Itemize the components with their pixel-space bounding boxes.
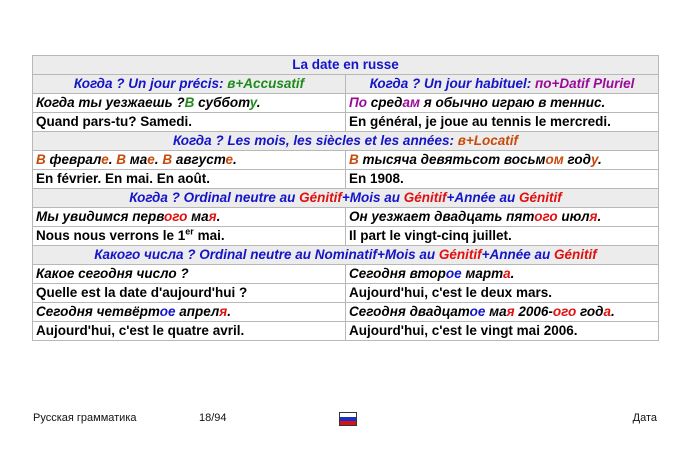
example-french: En général, je joue au tennis le mercredi. — [346, 113, 659, 132]
table-row — [33, 284, 659, 303]
example-french: Aujourd'hui, c'est le quatre avril. — [33, 322, 346, 341]
footer-page-number: 18/94 — [199, 412, 227, 424]
section-header-row — [33, 246, 659, 265]
table-title-row — [33, 56, 659, 75]
example-french: En 1908. — [346, 170, 659, 189]
example-russian: В феврале. В мае. В августе. — [33, 151, 346, 170]
russian-flag-icon — [339, 412, 357, 426]
example-russian: Какое сегодня число ? — [33, 265, 346, 284]
table-title: La date en russe — [33, 56, 659, 75]
section-header-months: Когда ? Les mois, les siècles et les années: в+Locatif — [33, 132, 659, 151]
table-row — [33, 151, 659, 170]
example-russian: Он уезжает двадцать пятого июля. — [346, 208, 659, 227]
example-french: Il part le vingt-cinq juillet. — [346, 227, 659, 246]
example-russian: Когда ты уезжаешь ?В субботу. — [33, 94, 346, 113]
grammar-table — [32, 55, 659, 341]
footer-section-name: Дата — [632, 412, 657, 424]
table-row — [33, 113, 659, 132]
example-russian: По средам я обычно играю в теннис. — [346, 94, 659, 113]
example-russian: Сегодня второе марта. — [346, 265, 659, 284]
table-row — [33, 94, 659, 113]
section-header-habitual-day: Когда ? Un jour habituel: по+Datif Pluriel — [346, 75, 659, 94]
example-french: Aujourd'hui, c'est le deux mars. — [346, 284, 659, 303]
table-row — [33, 208, 659, 227]
table-row — [33, 322, 659, 341]
footer-course-title: Русская грамматика — [33, 412, 137, 424]
section-header-row — [33, 189, 659, 208]
example-french: Aujourd'hui, c'est le vingt mai 2006. — [346, 322, 659, 341]
example-russian: Сегодня четвёртое апреля. — [33, 303, 346, 322]
example-french: Quand pars-tu? Samedi. — [33, 113, 346, 132]
example-french: En février. En mai. En août. — [33, 170, 346, 189]
section-header-ordinal-genitive: Когда ? Ordinal neutre au Génitif+Mois au Génitif+Année au Génitif — [33, 189, 659, 208]
table-row — [33, 170, 659, 189]
section-header-precise-day: Когда ? Un jour précis: в+Accusatif — [33, 75, 346, 94]
example-russian: Мы увидимся первого мая. — [33, 208, 346, 227]
table-row — [33, 227, 659, 246]
section-header-row — [33, 75, 659, 94]
example-russian: В тысяча девятьсот восьмом году. — [346, 151, 659, 170]
section-header-nominative: Какого числа ? Ordinal neutre au Nominatif+Mois au Génitif+Année au Génitif — [33, 246, 659, 265]
section-header-row — [33, 132, 659, 151]
table-row — [33, 265, 659, 284]
example-french: Nous nous verrons le 1er mai. — [33, 227, 346, 246]
example-french: Quelle est la date d'aujourd'hui ? — [33, 284, 346, 303]
example-russian: Сегодня двадцатое мая 2006-ого года. — [346, 303, 659, 322]
table-row — [33, 303, 659, 322]
